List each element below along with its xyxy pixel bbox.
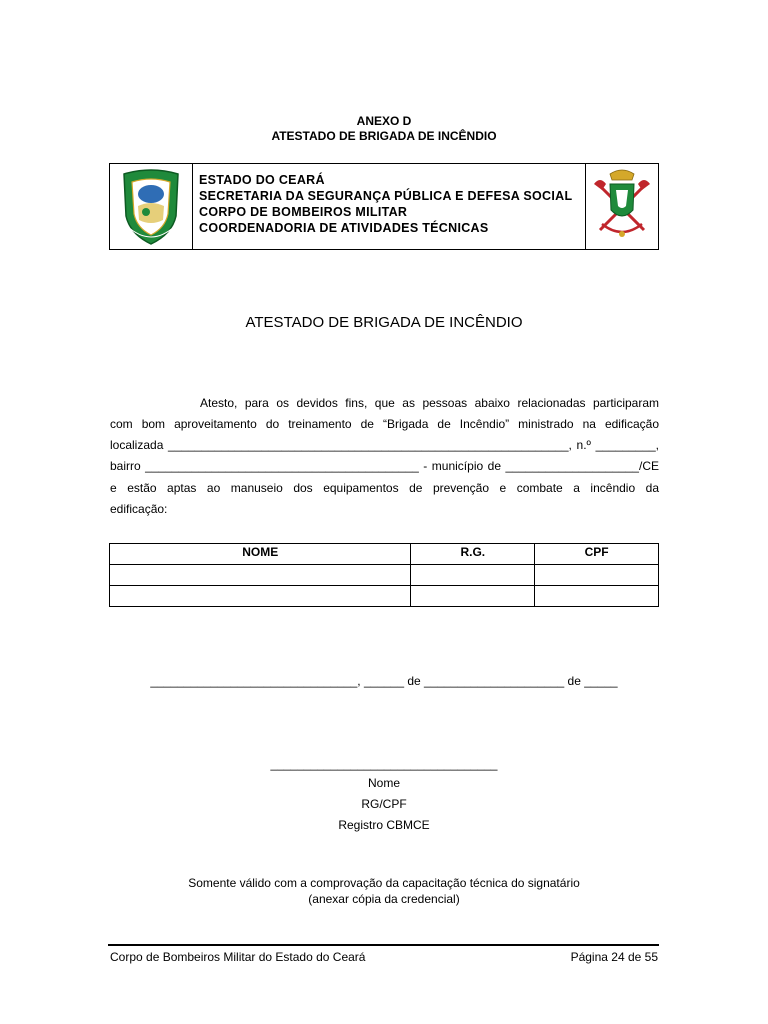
annex-subtitle: ATESTADO DE BRIGADA DE INCÊNDIO — [271, 129, 497, 143]
footer-page-number: Página 24 de 55 — [570, 950, 658, 964]
brigade-members-table — [109, 543, 659, 607]
column-header-name: NOME — [110, 544, 411, 565]
body-line-5: e estão aptas ao manuseio dos equipamentos de prevenção e combate a incêndio da — [110, 481, 659, 495]
header-table — [109, 163, 659, 250]
header-fire-department: CORPO DE BOMBEIROS MILITAR — [199, 205, 408, 219]
table-header-row — [110, 544, 659, 565]
body-line-6: edificação: — [110, 502, 168, 516]
validity-note: Somente válido com a comprovação da capacitação técnica do signatário — [188, 876, 580, 890]
signature-registry: Registro CBMCE — [338, 818, 430, 832]
signature-name: Nome — [367, 776, 400, 790]
cpf-cell[interactable] — [535, 586, 659, 607]
state-coat-of-arms-cell — [110, 164, 193, 249]
rg-cell[interactable] — [411, 565, 535, 586]
column-header-rg: R.G. — [411, 544, 535, 565]
cpf-cell[interactable] — [535, 565, 659, 586]
footer-organization: Corpo de Bombeiros Militar do Estado do Ceará — [110, 950, 366, 964]
column-header-cpf: CPF — [535, 544, 659, 565]
rg-cell[interactable] — [411, 586, 535, 607]
header-text-cell — [193, 164, 586, 249]
fire-department-crest-icon — [586, 164, 658, 249]
table-row — [110, 586, 659, 607]
name-cell[interactable] — [110, 586, 411, 607]
ceara-coat-of-arms-icon — [110, 164, 193, 249]
table-row — [110, 565, 659, 586]
body-line-1: Atesto, para os devidos fins, que as pessoas abaixo relacionadas participaram — [200, 396, 659, 410]
fire-department-crest-cell — [586, 164, 658, 249]
header-state: ESTADO DO CEARÁ — [199, 173, 325, 187]
footer-divider — [108, 944, 659, 946]
body-line-3: localizada ____________________________________________________________, n.º _________, — [110, 438, 659, 452]
body-line-2: com bom aproveitamento do treinamento de “Brigada de Incêndio” ministrado na edificação — [110, 417, 659, 431]
signature-id: RG/CPF — [361, 797, 407, 811]
validity-note-credential: (anexar cópia da credencial) — [308, 892, 460, 906]
document-title: ATESTADO DE BRIGADA DE INCÊNDIO — [245, 314, 523, 331]
header-secretariat: SECRETARIA DA SEGURANÇA PÚBLICA E DEFESA SOCIAL — [199, 189, 573, 203]
signature-rule: __________________________________ — [270, 757, 498, 771]
header-coordination: COORDENADORIA DE ATIVIDADES TÉCNICAS — [199, 221, 489, 235]
body-line-4: bairro _________________________________________ - município de ____________________/CE — [110, 459, 659, 473]
name-cell[interactable] — [110, 565, 411, 586]
annex-label: ANEXO D — [356, 114, 412, 128]
date-line: _______________________________, ______ de _____________________ de _____ — [150, 674, 618, 688]
